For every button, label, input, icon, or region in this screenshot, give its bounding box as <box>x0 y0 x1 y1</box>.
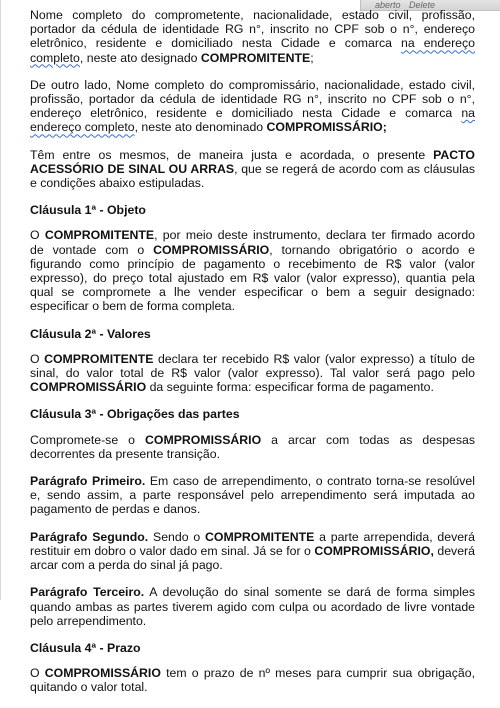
clause-4-text <box>30 666 475 694</box>
paragraph-text: Sendo o <box>148 529 205 544</box>
paragraph-primeiro <box>30 474 475 517</box>
paragraph-segundo <box>30 530 475 573</box>
clause-2-heading: Cláusula 2ª - Valores <box>30 326 151 341</box>
bold-term: COMPROMISSÁRIO <box>30 380 147 395</box>
paragraph-text: declara ter recebido R$ valor (valor expresso) a título de sinal, do valor total de R$ valor (valor expresso). Tal valor será pago pelo <box>30 351 475 381</box>
clause-1-heading: Cláusula 1ª - Objeto <box>30 203 146 218</box>
bold-term: COMPROMISSÁRIO <box>153 242 270 257</box>
bold-term: COMPROMISSÁRIO; <box>266 120 387 135</box>
clause-3-text <box>30 433 475 461</box>
paragraph-text: ; <box>310 50 314 65</box>
bold-term: COMPROMISSÁRIO <box>44 666 161 681</box>
paragraph-text: , neste ato denominado <box>134 120 267 135</box>
paragraph-text: deverá arcar com a perda do sinal já pago. <box>30 543 475 573</box>
paragraph-text: O <box>30 351 45 366</box>
paragraph-text: a parte arrependida, deverá restituir em dobro o valor dado em sinal. Já se for o <box>30 529 475 558</box>
paragraph-text: tem o prazo de nº meses para cumprir sua obrigação, quitando o valor total. <box>30 666 475 695</box>
bold-term: COMPROMITENTE <box>205 529 315 544</box>
bold-term: Parágrafo Primeiro. <box>30 474 146 489</box>
bold-term: Parágrafo Terceiro. <box>30 585 145 600</box>
paragraph-text: da seguinte forma: especificar forma de pagamento. <box>146 380 434 395</box>
paragraph-text: a arcar com todas as despesas decorrentes da presente transição. <box>30 432 476 461</box>
open-label[interactable]: aberto <box>375 0 401 10</box>
paragraph-compromissario <box>30 78 475 135</box>
paragraph-pacto <box>30 148 475 191</box>
paragraph-text: Em caso de arrependimento, o contrato torna-se resolúvel e, sendo assim, a parte responsável pelo arrependimento será imputada ao pagamento de perdas e danos. <box>30 474 475 517</box>
paragraph-text: De outro lado, Nome completo do compromissário, nacionalidade, estado civil, profissão, portador da cédula de identidade RG n°, inscrito no CPF sob o n°, endereço eletrônico, residente e domiciliado nesta Cidade e comarca <box>30 77 475 121</box>
document-body[interactable] <box>30 8 475 708</box>
paragraph-text: , neste ato designado <box>79 50 201 65</box>
paragraph-text: A devolução do sinal somente se dará de forma simples quando ambas as partes tiverem agido com culpa ou acordado de livre vontade pelo arrependimento. <box>30 585 475 628</box>
paragraph-terceiro <box>30 585 475 628</box>
bold-term: COMPROMITENTE <box>44 351 154 366</box>
paragraph-text: , tornando obrigatório o acordo e figurando como princípio de pagamento o recebimento de R$ valor (valor expresso), do preço total ajustado em R$ valor (valor expresso), quantia pela qual se compromete a lhe vender especificar o bem a seguir designado: especificar o bem de forma completa. <box>30 242 475 314</box>
clause-3-heading: Cláusula 3ª - Obrigações das partes <box>30 407 240 422</box>
bold-term: COMPROMISSÁRIO, <box>314 543 434 558</box>
paragraph-text: Têm entre os mesmos, de maneira justa e acordada, o presente <box>30 147 434 162</box>
bold-term: PACTO ACESSÓRIO DE SINAL OU ARRAS <box>30 147 475 176</box>
paragraph-text: Compromete-se o <box>30 432 146 447</box>
clause-2-text <box>30 352 475 395</box>
paragraph-text: , que se regerá de acordo com as cláusulas e condições abaixo estipuladas. <box>30 161 475 191</box>
spellcheck-underlined-text[interactable]: na endereço completo <box>30 36 475 65</box>
bold-term: COMPROMITENTE <box>200 50 311 65</box>
delete-label[interactable]: Delete <box>409 0 436 10</box>
clause-4-heading: Cláusula 4ª - Prazo <box>30 640 141 655</box>
paragraph-text: , por meio deste instrumento, declara ter firmado acordo de vontade com o <box>30 228 475 257</box>
bold-term: COMPROMISSÁRIO <box>145 432 262 447</box>
paragraph-text: O <box>30 666 45 681</box>
clause-1-text <box>30 228 475 313</box>
bold-term: COMPROMITENTE <box>44 228 155 243</box>
paragraph-comprometente <box>30 8 475 65</box>
paragraph-text: Nome completo do comprometente, nacionalidade, estado civil, profissão, portador da cédula de identidade RG n°, inscrito no CPF sob o n°, endereço eletrônico, residente e domiciliado nesta Cidade e comarca <box>30 8 475 51</box>
bold-term: Parágrafo Segundo. <box>30 529 149 544</box>
spellcheck-underlined-text[interactable]: na endereço completo <box>30 106 475 135</box>
paragraph-text: O <box>30 228 45 243</box>
